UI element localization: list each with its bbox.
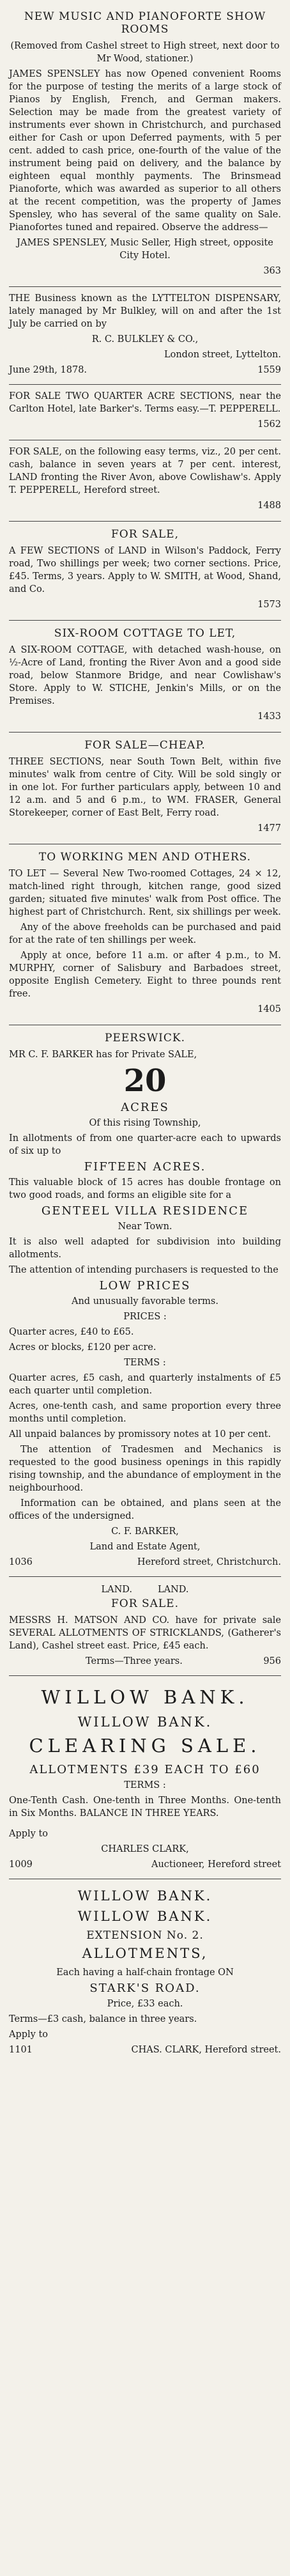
ad-number: 1477 bbox=[257, 823, 281, 834]
ad-number: 1101 bbox=[9, 2045, 33, 2055]
ad-footer bbox=[9, 1655, 281, 1668]
ad-price: Price, £33 each. bbox=[107, 1999, 183, 2009]
ad-allotments: ALLOTMENTS £39 EACH TO £60 bbox=[29, 1763, 261, 1776]
ad-acres-label: ACRES bbox=[121, 1101, 169, 1114]
ad-prices-heading: PRICES : bbox=[123, 1312, 167, 1322]
ad-title: WILLOW BANK. bbox=[77, 1714, 213, 1730]
ad-number: 1573 bbox=[257, 600, 281, 610]
ad-number: 1009 bbox=[9, 1859, 33, 1870]
ad-number: 1562 bbox=[257, 419, 281, 430]
ad-role: Auctioneer, Hereford street bbox=[151, 1859, 281, 1870]
ad-intro: MR C. F. BARKER has for Private SALE, bbox=[9, 1050, 197, 1060]
ad-line: In allotments of from one quarter-acre each to upwards of six up to bbox=[9, 1133, 281, 1156]
ad-footer bbox=[9, 1858, 281, 1871]
ad-line: Information can be obtained, and plans seen at the offices of the undersigned. bbox=[9, 1498, 281, 1521]
ad-line: Acres, one-tenth cash, and same proportion every three months until completion. bbox=[9, 1401, 281, 1424]
ad-line: Of this rising Township, bbox=[89, 1118, 201, 1128]
ad-land: LAND. bbox=[158, 1585, 189, 1595]
ad-line: Near Town. bbox=[118, 1222, 172, 1232]
advert-pepperell-sections bbox=[9, 385, 281, 440]
ad-title: CLEARING SALE. bbox=[29, 1735, 261, 1757]
ad-place: PEERSWICK. bbox=[104, 1032, 185, 1044]
advert-willow-bank-extension bbox=[9, 1879, 281, 2064]
advert-bulkley bbox=[9, 287, 281, 385]
ad-subheading: (Removed from Cashel street to High street, next door to Mr Wood, stationer.) bbox=[10, 41, 280, 64]
ad-body: A SIX-ROOM COTTAGE, with detached wash-house, on ½-Acre of Land, fronting the River Avon and a good side road, below Stanmore Bridge, and near Cowlishaw's Store. Apply to W. STICHE, Jenkin's Mills, or on the Premises. bbox=[9, 645, 281, 706]
ad-allotments: ALLOTMENTS, bbox=[82, 1946, 208, 1961]
ad-line: Quarter acres, £40 to £65. bbox=[9, 1327, 134, 1337]
advert-matson bbox=[9, 1577, 281, 1676]
ad-heading: FOR SALE, bbox=[111, 528, 179, 541]
ad-date: June 29th, 1878. bbox=[9, 365, 88, 375]
ad-number: 1433 bbox=[257, 711, 281, 722]
ad-footer bbox=[9, 2044, 281, 2056]
ad-terms: Terms—£3 cash, balance in three years. bbox=[9, 2014, 197, 2024]
ad-title: WILLOW BANK. bbox=[77, 1888, 213, 1904]
ad-signature: CHAS. CLARK, Hereford street. bbox=[131, 2045, 281, 2055]
ad-body: THE Business known as the LYTTELTON DISPENSARY, lately managed by Mr Bulkley, will on and after the 1st July be carried on by bbox=[9, 293, 281, 329]
ad-body: JAMES SPENSLEY has now Opened convenient Rooms for the purpose of testing the merits of a large stock of Pianos by English, French, and German makers. Selection may be made from the greatest variety of instruments ever shown in Christchurch, and purchased either for Cash or upon Deferred payments, with 5 per cent. added to cash price, one-fourth of the value of the instrument being paid on delivery, and the balance by eighteen equal monthly payments. The Brinsmead Pianoforte, which was awarded as superior to all others at the recent competition, was the property of James Spensley, who has several of the same quality on Sale. Pianofortes tuned and repaired. Observe the address— bbox=[9, 69, 281, 233]
ad-terms: Terms—Three years. bbox=[86, 1656, 183, 1666]
ad-signature: JAMES SPENSLEY, Music Seller, High street, opposite City Hotel. bbox=[17, 238, 273, 261]
ad-terms-heading: TERMS : bbox=[124, 1358, 166, 1368]
advert-pepperell-avon bbox=[9, 440, 281, 522]
advert-willow-bank-clearing bbox=[9, 1676, 281, 1879]
advert-barker-peerswick bbox=[9, 1025, 281, 1577]
ad-number: 956 bbox=[263, 1656, 281, 1666]
ad-body: FOR SALE TWO QUARTER ACRE SECTIONS, near the Carlton Hotel, late Barker's. Terms easy.—T. PEPPERELL. bbox=[9, 391, 281, 414]
ad-body: Any of the above freeholds can be purchased and paid for at the rate of ten shillings per week. bbox=[9, 922, 281, 945]
ad-signature: C. F. BARKER, bbox=[111, 1526, 179, 1537]
ad-body: Apply at once, before 11 a.m. or after 4 p.m., to M. MURPHY, corner of Salisbury and Barbadoes street, opposite English Cemetery. Eight to three pounds rent free. bbox=[9, 950, 281, 999]
ad-signature: R. C. BULKLEY & CO., bbox=[91, 334, 199, 345]
advert-cottage bbox=[9, 621, 281, 733]
ad-heading: FOR SALE—CHEAP. bbox=[84, 739, 206, 752]
ad-low-prices: LOW PRICES bbox=[99, 1279, 191, 1292]
ad-body: FOR SALE, on the following easy terms, viz., 20 per cent. cash, balance in seven years at 7 per cent. interest, LAND fronting the River Avon, above Cowlishaw's. Apply T. PEPPERELL, Hereford street. bbox=[9, 447, 281, 495]
ad-body: Each having a half-chain frontage ON bbox=[56, 1967, 234, 1978]
ad-body: THREE SECTIONS, near South Town Belt, within five minutes' walk from centre of City. Will be sold singly or in one lot. For further particulars apply, between 10 and 12 a.m. and 5 and 6 p.m., to WM. FRASER, General Storekeeper, corner of East Belt, Ferry road. bbox=[9, 757, 281, 818]
ad-line: Acres or blocks, £120 per acre. bbox=[9, 1342, 156, 1353]
ad-number: 1405 bbox=[257, 1004, 281, 1014]
ad-line: All unpaid balances by promissory notes at 10 per cent. bbox=[9, 1429, 271, 1439]
ad-gentee: GENTEEL VILLA RESIDENCE bbox=[41, 1204, 249, 1218]
advert-fraser bbox=[9, 733, 281, 844]
ad-line: The attention of Tradesmen and Mechanics is requested to the good business openings in this rapidly rising township, and the abundance of employment in the neighbourhood. bbox=[9, 1445, 281, 1493]
ad-title: WILLOW BANK. bbox=[77, 1909, 213, 1924]
ad-land: LAND. bbox=[101, 1585, 132, 1595]
ad-apply: Apply to bbox=[9, 2029, 49, 2040]
ad-terms: One-Tenth Cash. One-tenth in Three Months. One-tenth in Six Months. BALANCE IN THREE YEARS. bbox=[9, 1796, 281, 1819]
ad-line: Quarter acres, £5 cash, and quarterly instalments of £5 each quarter until completion. bbox=[9, 1373, 281, 1396]
ad-address: London street, Lyttelton. bbox=[164, 350, 281, 360]
ad-body: MESSRS H. MATSON AND CO. have for private sale SEVERAL ALLOTMENTS OF STRICKLANDS, (Gatherer's Land), Cashel street east. Price, £45 each. bbox=[9, 1615, 281, 1651]
ad-signature: Land and Estate Agent, bbox=[89, 1542, 201, 1552]
ad-line: And unusually favorable terms. bbox=[72, 1296, 218, 1307]
ad-extension: EXTENSION No. 2. bbox=[86, 1929, 204, 1942]
ad-address: Hereford street, Christchurch. bbox=[137, 1557, 281, 1567]
ad-line: It is also well adapted for subdivision into building allotments. bbox=[9, 1237, 281, 1260]
ad-signature: CHARLES CLARK, bbox=[101, 1844, 189, 1854]
ad-footer bbox=[9, 1556, 281, 1569]
ad-line: The attention of intending purchasers is requested to the bbox=[9, 1265, 279, 1275]
ad-number: 1559 bbox=[257, 365, 281, 375]
ad-apply: Apply to bbox=[9, 1829, 49, 1839]
advert-working-men bbox=[9, 844, 281, 1025]
ad-heading: FOR SALE. bbox=[111, 1597, 179, 1610]
advert-spensley bbox=[9, 4, 281, 287]
ad-number: 1036 bbox=[9, 1557, 33, 1567]
ad-land-row bbox=[9, 1583, 281, 1596]
ad-footer bbox=[9, 364, 281, 376]
ad-title: WILLOW BANK. bbox=[41, 1686, 249, 1708]
ad-acre-count: 20 bbox=[123, 1063, 167, 1099]
ad-number: 1488 bbox=[257, 500, 281, 511]
ad-heading: TO WORKING MEN AND OTHERS. bbox=[38, 851, 252, 864]
ad-road: STARK'S ROAD. bbox=[89, 1982, 201, 1995]
advert-smith bbox=[9, 522, 281, 621]
ad-terms-heading: TERMS : bbox=[124, 1780, 166, 1790]
ad-heading: SIX-ROOM COTTAGE TO LET, bbox=[54, 627, 236, 640]
ad-body: TO LET — Several New Two-roomed Cottages, 24 × 12, match-lined right through, kitchen range, good sized garden; situated five minutes' walk from Post office. The highest part of Christchurch. Rent, six shillings per week. bbox=[9, 869, 281, 917]
ad-body: A FEW SECTIONS of LAND in Wilson's Paddock, Ferry road, Two shillings per week; two corner sections. Price, £45. Terms, 3 years. Apply to W. SMITH, at Wood, Shand, and Co. bbox=[9, 546, 281, 594]
ad-heading: NEW MUSIC AND PIANOFORTE SHOW ROOMS bbox=[24, 10, 266, 36]
ad-number: 363 bbox=[263, 266, 281, 276]
ad-line: This valuable block of 15 acres has double frontage on two good roads, and forms an eligible site for a bbox=[9, 1177, 281, 1200]
ad-fifteen: FIFTEEN ACRES. bbox=[84, 1160, 206, 1174]
